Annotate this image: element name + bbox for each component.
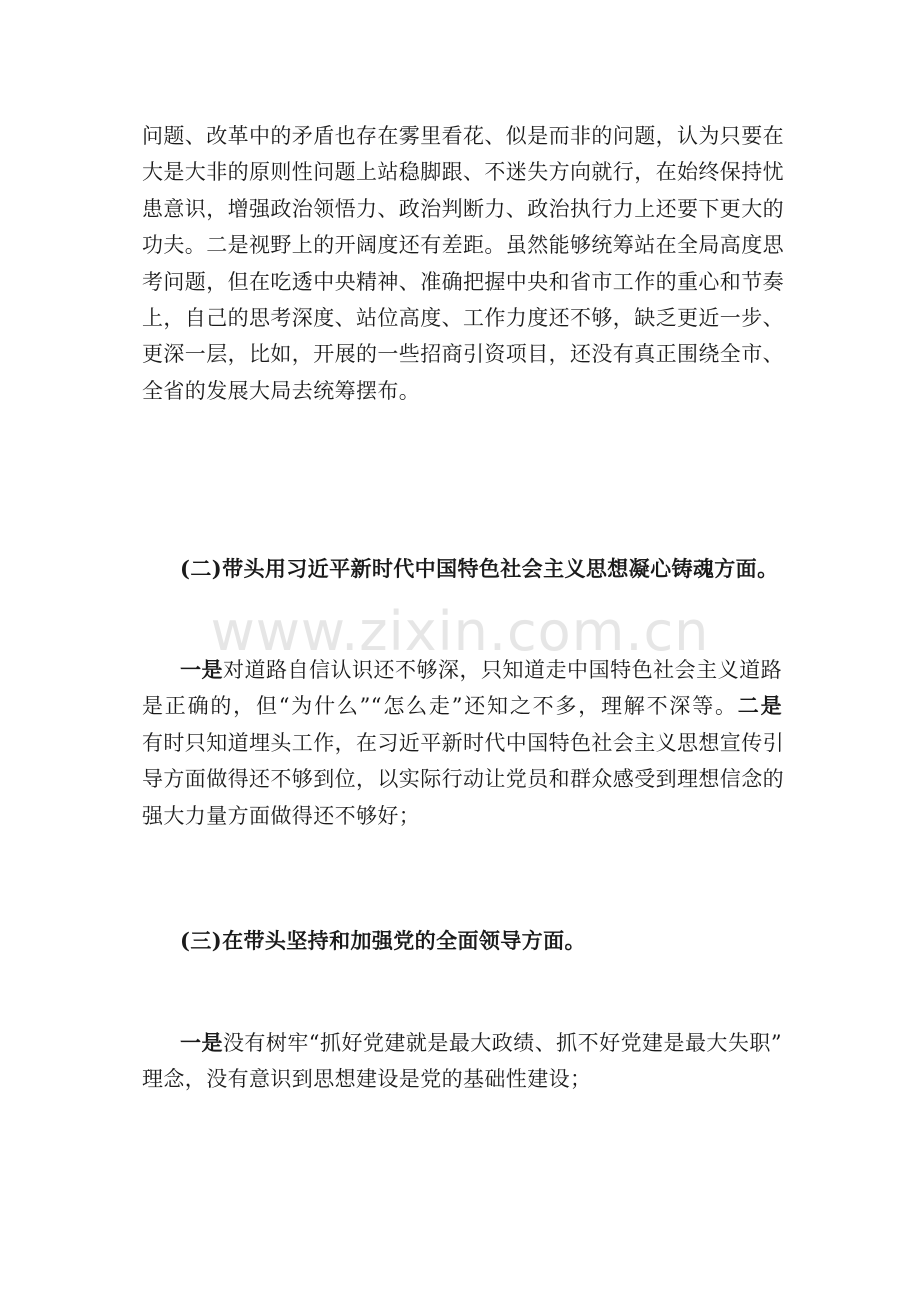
- paragraph-3-text: 没有树牢“抓好党建就是最大政绩、抓不好党建是最大失职”: [222, 1031, 782, 1055]
- paragraph-1-line: 问题、改革中的矛盾也存在雾里看花、似是而非的问题，认为只要在: [142, 124, 784, 148]
- paragraph-2-line: [142, 652, 782, 688]
- paragraph-2-line: 导方面做得还不够到位，以实际行动让党员和群众感受到理想信念的: [142, 767, 784, 792]
- paragraph-1-line: 上，自己的思考深度、站位高度、工作力度还不够，缺乏更近一步、: [142, 306, 784, 331]
- paragraph-1-line: 更深一层，比如，开展的一些招商引资项目，还没有真正围绕全市、: [142, 342, 784, 367]
- paragraph-2-text: 对道路自信认识还不够深，只知道走中国特色社会主义道路: [223, 658, 782, 682]
- paragraph-1-line: 功夫。二是视野上的开阔度还有差距。虽然能够统筹站在全局高度思: [142, 233, 784, 258]
- paragraph-2: [142, 652, 782, 834]
- section-heading-2: (二)带头用习近平新时代中国特色社会主义思想凝心铸魂方面。: [180, 556, 779, 581]
- paragraph-3: [142, 1025, 782, 1098]
- paragraph-1-line: 考问题，但在吃透中央精神、准确把握中央和省市工作的重心和节奏: [142, 269, 784, 294]
- emphasis-yi-shi: 一是: [180, 657, 224, 682]
- paragraph-1-line: 患意识，增强政治领悟力、政治判断力、政治执行力上还要下更大的: [142, 196, 784, 221]
- paragraph-2-line: 有时只知道埋头工作，在习近平新时代中国特色社会主义思想宣传引: [142, 730, 784, 755]
- paragraph-2-text: 是正确的，但“为什么”“怎么走”还知之不多，理解不深等。: [142, 694, 738, 719]
- emphasis-yi-shi: 一是: [180, 1030, 223, 1055]
- paragraph-1: [142, 118, 782, 409]
- paragraph-2-line: [142, 688, 782, 724]
- emphasis-er-shi: 二是: [737, 693, 782, 719]
- watermark: www.zixin.com.cn: [210, 600, 710, 663]
- paragraph-3-line: 理念，没有意识到思想建设是党的基础性建设；: [142, 1067, 592, 1092]
- section-heading-3: (三)在带头坚持和加强党的全面领导方面。: [180, 928, 586, 953]
- paragraph-3-line: [142, 1025, 782, 1061]
- paragraph-1-line: 大是大非的原则性问题上站稳脚跟、不迷失方向就行，在始终保持忧: [142, 160, 784, 185]
- paragraph-2-line: 强大力量方面做得还不够好；: [142, 803, 421, 828]
- paragraph-1-line: 全省的发展大局去统筹摆布。: [142, 378, 421, 403]
